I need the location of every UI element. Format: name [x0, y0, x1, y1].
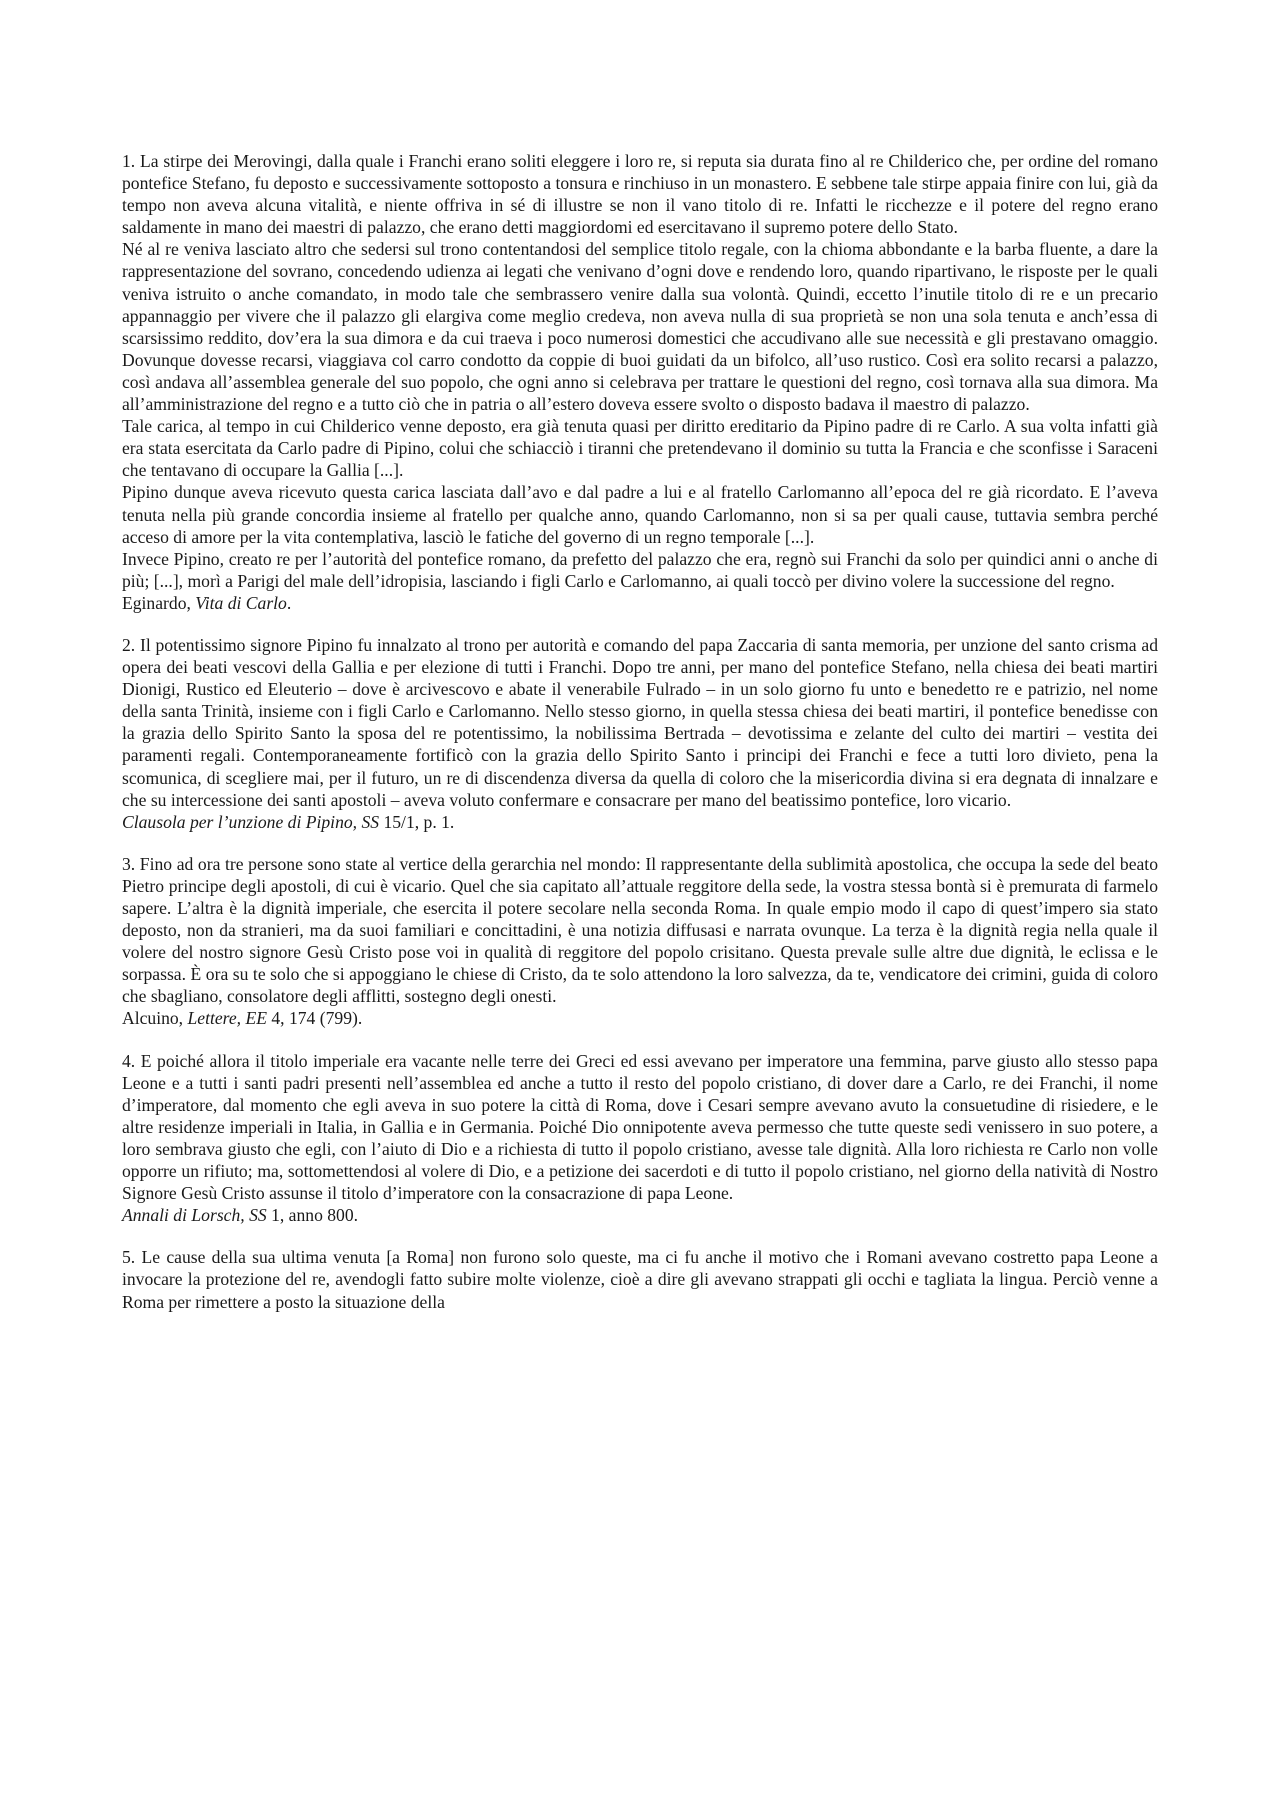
citation-author: Eginardo, — [122, 592, 196, 613]
paragraph: Né al re veniva lasciato altro che sedersi sul trono contentandosi del semplice titolo regale, con la chioma abbondante e la barba fluente, a dare la rappresentazione del sovrano, concedendo udienza ai legati che venivano d’ogni dove e rendendo loro, quando ripartivano, le risposte per le quali veniva istruito o anche comandato, in modo tale che sembrassero venire dalla sua volontà. Quindi, eccetto l’inutile titolo di re e un precario appannaggio per vivere che il palazzo gli elargiva come meglio credeva, non aveva nulla di sua proprietà se non una sola tenuta e anch’essa di scarsissimo reddito, dov’era la sua dimora e da cui traeva i poco numerosi domestici che accudivano alle sue necessità e gli prestavano omaggio. Dovunque dovesse recarsi, viaggiava col carro condotto da coppie di buoi guidati da un bifolco, all’uso rustico. Così era solito recarsi a palazzo, così andava all’assemblea generale del suo popolo, che ogni anno si celebrava per trattare le questioni del regno, così tornava alla sua dimora. Ma all’amministrazione del regno e a tutto ciò che in patria o all’estero doveva essere svolto o disposto badava il maestro di palazzo. — [122, 239, 1158, 415]
citation-rest: 4, 174 (799). — [266, 1008, 363, 1029]
excerpt-5 — [122, 1246, 1158, 1312]
citation-work: Clausola per l’unzione di Pipino, SS — [122, 811, 380, 832]
source-citation — [122, 1007, 1158, 1029]
citation-rest: . — [286, 592, 292, 613]
excerpt-2 — [122, 634, 1158, 833]
citation-work: Annali di Lorsch, SS — [122, 1205, 267, 1226]
paragraph: 5. Le cause della sua ultima venuta [a Roma] non furono solo queste, ma ci fu anche il motivo che i Romani avevano costretto papa Leone a invocare la protezione del re, avendogli fatto subire molte violenze, cioè a dire gli avevano strappati gli occhi e tagliata la lingua. Perciò venne a Roma per rimettere a posto la situazione della — [122, 1247, 1158, 1312]
excerpt-1 — [122, 150, 1158, 614]
source-citation — [122, 1204, 1158, 1226]
excerpt-3 — [122, 853, 1158, 1030]
paragraph: Tale carica, al tempo in cui Childerico venne deposto, era già tenuta quasi per diritto ereditario da Pipino padre di re Carlo. A sua volta infatti già era stata esercitata da Carlo padre di Pipino, colui che schiacciò i tiranni che pretendevano il dominio su tutta la Francia e che sconfisse i Saraceni che tentavano di occupare la Gallia [...]. — [122, 416, 1158, 481]
paragraph: 4. E poiché allora il titolo imperiale era vacante nelle terre dei Greci ed essi avevano per imperatore una femmina, parve giusto allo stesso papa Leone e a tutti i santi padri presenti nell’assemblea ed anche a tutto il resto del popolo cristiano, di dover dare a Carlo, re dei Franchi, il nome d’imperatore, dal momento che egli aveva in suo potere la città di Roma, dove i Cesari sempre avevano avuto la consuetudine di risiedere, e le altre residenze imperiali in Italia, in Gallia e in Germania. Poiché Dio onnipotente aveva permesso che tutte queste sedi venissero in suo potere, a loro sembrava giusto che egli, con l’aiuto di Dio e a richiesta di tutto il popolo cristiano, avesse tale dignità. Alla loro richiesta re Carlo non volle opporre un rifiuto; ma, sottomettendosi al volere di Dio, e a petizione dei sacerdoti e di tutto il popolo cristiano, nel giorno della natività di Nostro Signore Gesù Cristo assunse il titolo d’imperatore con la consacrazione di papa Leone. — [122, 1050, 1158, 1204]
citation-work: Lettere, EE — [187, 1008, 267, 1029]
source-citation — [122, 592, 1158, 614]
citation-author: Alcuino, — [122, 1008, 188, 1029]
citation-work: Vita di Carlo — [195, 592, 287, 613]
citation-rest: 1, anno 800. — [266, 1205, 359, 1226]
paragraph: 1. La stirpe dei Merovingi, dalla quale i Franchi erano soliti eleggere i loro re, si reputa sia durata fino al re Childerico che, per ordine del romano pontefice Stefano, fu deposto e successivamente sottoposto a tonsura e rinchiuso in un monastero. E sebbene tale stirpe appaia finire con lui, già da tempo non aveva alcuna vitalità, e niente offriva in sé di illustre se non il vano titolo di re. Infatti le ricchezze e il potere del regno erano saldamente in mano dei maestri di palazzo, che erano detti maggiordomi ed esercitavano il supremo potere dello Stato. — [122, 151, 1158, 238]
source-citation — [122, 811, 1158, 833]
paragraph: Pipino dunque aveva ricevuto questa carica lasciata dall’avo e dal padre a lui e al fratello Carlomanno all’epoca del re già ricordato. E l’aveva tenuta nella più grande concordia insieme al fratello per qualche anno, quando Carlomanno, non si sa per quali cause, tuttavia sembra perché acceso di amore per la vita contemplativa, lasciò le fatiche del governo di un regno temporale [...]. — [122, 482, 1158, 547]
excerpt-4 — [122, 1050, 1158, 1227]
paragraph: 3. Fino ad ora tre persone sono state al vertice della gerarchia nel mondo: Il rappresentante della sublimità apostolica, che occupa la sede del beato Pietro principe degli apostoli, di cui è vicario. Quel che sia capitato all’attuale reggitore della sede, la vostra stessa bontà si è premurata di farmelo sapere. L’altra è la dignità imperiale, che esercita il potere secolare nella seconda Roma. In quale empio modo il capo di quest’impero sia stato deposto, non da stranieri, ma da suoi familiari e concittadini, è una notizia diffusasi e narrata ovunque. La terza è la dignità regia nella quale il volere del nostro signore Gesù Cristo pose voi in qualità di reggitore del popolo crisitano. Questa prevale sulle altre due dignità, le eclissa e le sorpassa. È ora su te solo che si appoggiano le chiese di Cristo, da te solo attendono la loro salvezza, da te, vendicatore dei crimini, guida di coloro che sbagliano, consolatore degli afflitti, sostegno degli onesti. — [122, 853, 1158, 1007]
citation-rest: 15/1, p. 1. — [379, 811, 455, 832]
document-page — [122, 150, 1158, 1333]
paragraph: 2. Il potentissimo signore Pipino fu innalzato al trono per autorità e comando del papa Zaccaria di santa memoria, per unzione del santo crisma ad opera dei beati vescovi della Gallia e per elezione di tutti i Franchi. Dopo tre anni, per mano del pontefice Stefano, nella chiesa dei beati martiri Dionigi, Rustico ed Eleuterio – dove è arcivescovo e abate il venerabile Fulrado – in un solo giorno fu unto e benedetto re e patrizio, nel nome della santa Trinità, insieme con i figli Carlo e Carlomanno. Nello stesso giorno, in quella stessa chiesa dei beati martiri, il pontefice benedisse con la grazia dello Spirito Santo la sposa del re potentissimo, la nobilissima Bertrada – devotissima e zelante del culto dei martiri – vestita dei paramenti regali. Contemporaneamente fortificò con la grazia dello Spirito Santo i principi dei Franchi e fece a tutti loro divieto, pena la scomunica, di scegliere mai, per il futuro, un re di discendenza diversa da quella di coloro che la misericordia divina si era degnata di innalzare e che su intercessione dei santi apostoli – aveva voluto confermare e consacrare per mano del beatissimo pontefice, loro vicario. — [122, 634, 1158, 810]
paragraph: Invece Pipino, creato re per l’autorità del pontefice romano, da prefetto del palazzo che era, regnò sui Franchi da solo per quindici anni o anche di più; [...], morì a Parigi del male dell’idropisia, lasciando i figli Carlo e Carlomanno, ai quali toccò per divino volere la successione del regno. — [122, 548, 1158, 591]
